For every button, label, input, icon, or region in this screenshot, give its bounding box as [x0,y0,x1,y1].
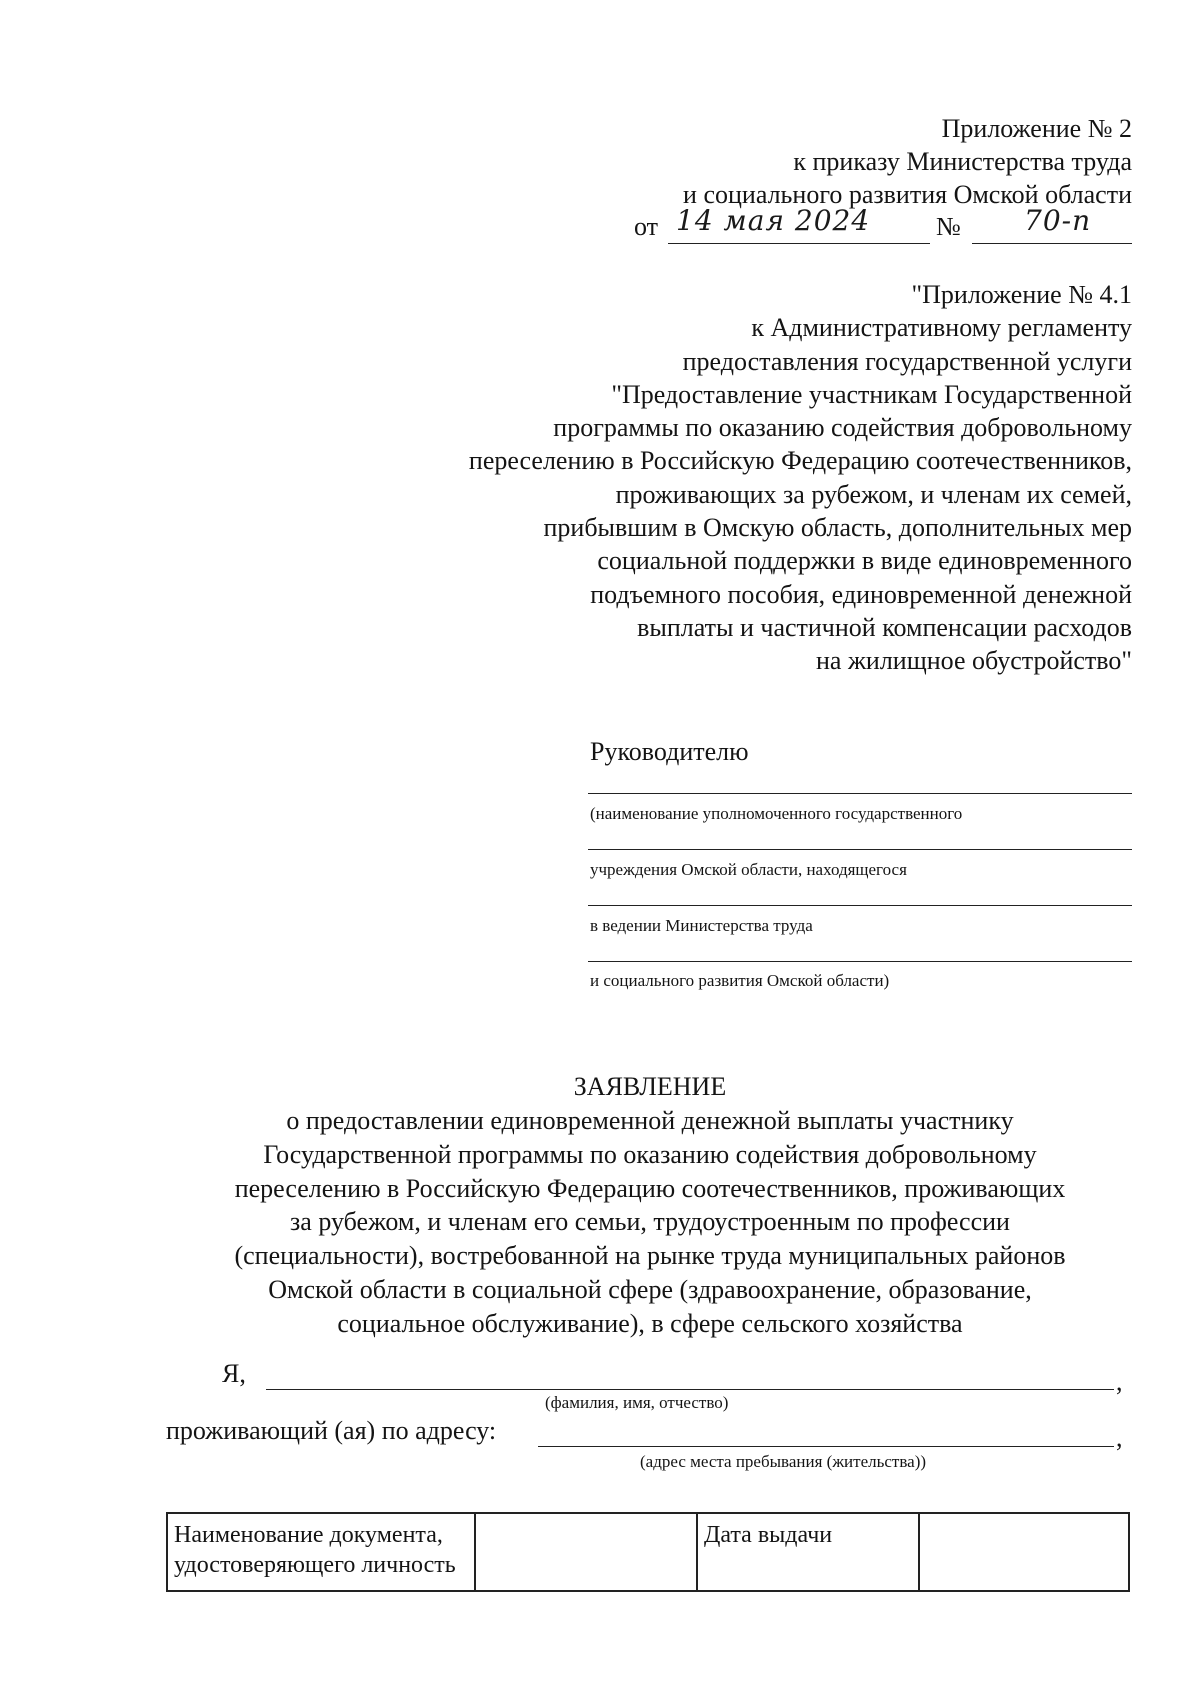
full-name-field[interactable] [266,1389,1114,1390]
annex41-line: к Административному регламенту [751,313,1132,343]
recipient-caption-4: и социального развития Омской области) [590,971,890,990]
document-title: ЗАЯВЛЕНИЕ [573,1072,727,1101]
subtitle-line: переселению в Российскую Федерацию соотечественников, проживающих [234,1173,1066,1203]
subtitle-line: социальное обслуживание), в сфере сельского хозяйства [337,1308,963,1338]
recipient-caption-3: в ведении Министерства труда [590,916,813,935]
subtitle-line: за рубежом, и членам его семьи, трудоустроенным по профессии [290,1207,1010,1237]
subtitle-line: Омской области в социальной сфере (здравоохранение, образование, [268,1274,1032,1304]
annex41-line: "Предоставление участникам Государственной [611,379,1132,409]
subtitle-line: о предоставлении единовременной денежной выплаты участнику [286,1106,1014,1135]
identity-document-table [166,1512,1130,1592]
subtitle-line: Государственной программы по оказанию содействия добровольному [263,1139,1037,1169]
name-comma: , [1116,1367,1123,1396]
recipient-line-1[interactable] [588,793,1132,794]
from-label: от [634,212,659,241]
address-caption: (адрес места пребывания (жительства)) [640,1452,927,1471]
recipient-caption-2: учреждения Омской области, находящегося [590,860,907,879]
annex-title: Приложение № 2 [941,114,1132,143]
handwritten-number: 70-п [1024,204,1092,237]
recipient-label: Руководителю [590,737,749,766]
annex-41-header [360,278,1132,678]
annex41-line: программы по оказанию содействия добровольному [553,413,1132,443]
address-field[interactable] [538,1446,1114,1447]
address-label: проживающий (ая) по адресу: [166,1416,497,1445]
address-comma: , [1116,1423,1123,1452]
annex41-line: подъемного пособия, единовременной денежной [590,579,1132,609]
annex41-line: предоставления государственной услуги [682,346,1132,376]
annex-order-line: к приказу Министерства труда [793,147,1132,176]
i-label: Я, [222,1359,246,1388]
recipient-line-4[interactable] [588,961,1132,962]
table-row [167,1513,1129,1591]
number-label: № [936,212,961,241]
issue-date-label-cell: Дата выдачи [697,1513,919,1591]
recipient-caption-1: (наименование уполномоченного государственного [590,804,963,823]
recipient-line-3[interactable] [588,905,1132,906]
annex-header [560,112,1132,211]
annex-ministry-line: и социального развития Омской области [683,180,1132,209]
subtitle-line: (специальности), востребованной на рынке труда муниципальных районов [234,1241,1066,1271]
doc-name-value-cell[interactable] [475,1513,697,1591]
recipient-line-2[interactable] [588,849,1132,850]
handwritten-date: 14 мая 2024 [676,204,871,237]
doc-name-label-line1: Наименование документа, [174,1522,443,1548]
doc-name-label-line2: удостоверяющего личность [174,1552,456,1578]
date-underline [668,243,930,244]
annex41-line: на жилищное обустройство" [816,646,1132,676]
annex41-line: переселению в Российскую Федерацию соотечественников, [468,446,1132,476]
annex41-line: проживающих за рубежом, и членам их семей, [615,479,1132,509]
doc-name-label-cell [167,1513,475,1591]
issue-date-value-cell[interactable] [919,1513,1129,1591]
annex41-line: социальной поддержки в виде единовременного [597,546,1132,576]
annex41-line: "Приложение № 4.1 [911,280,1132,309]
full-name-caption: (фамилия, имя, отчество) [545,1393,729,1412]
number-underline [972,243,1132,244]
annex41-line: прибывшим в Омскую область, дополнительных мер [543,513,1132,543]
annex41-line: выплаты и частичной компенсации расходов [637,612,1132,642]
document-subtitle [150,1104,1150,1341]
